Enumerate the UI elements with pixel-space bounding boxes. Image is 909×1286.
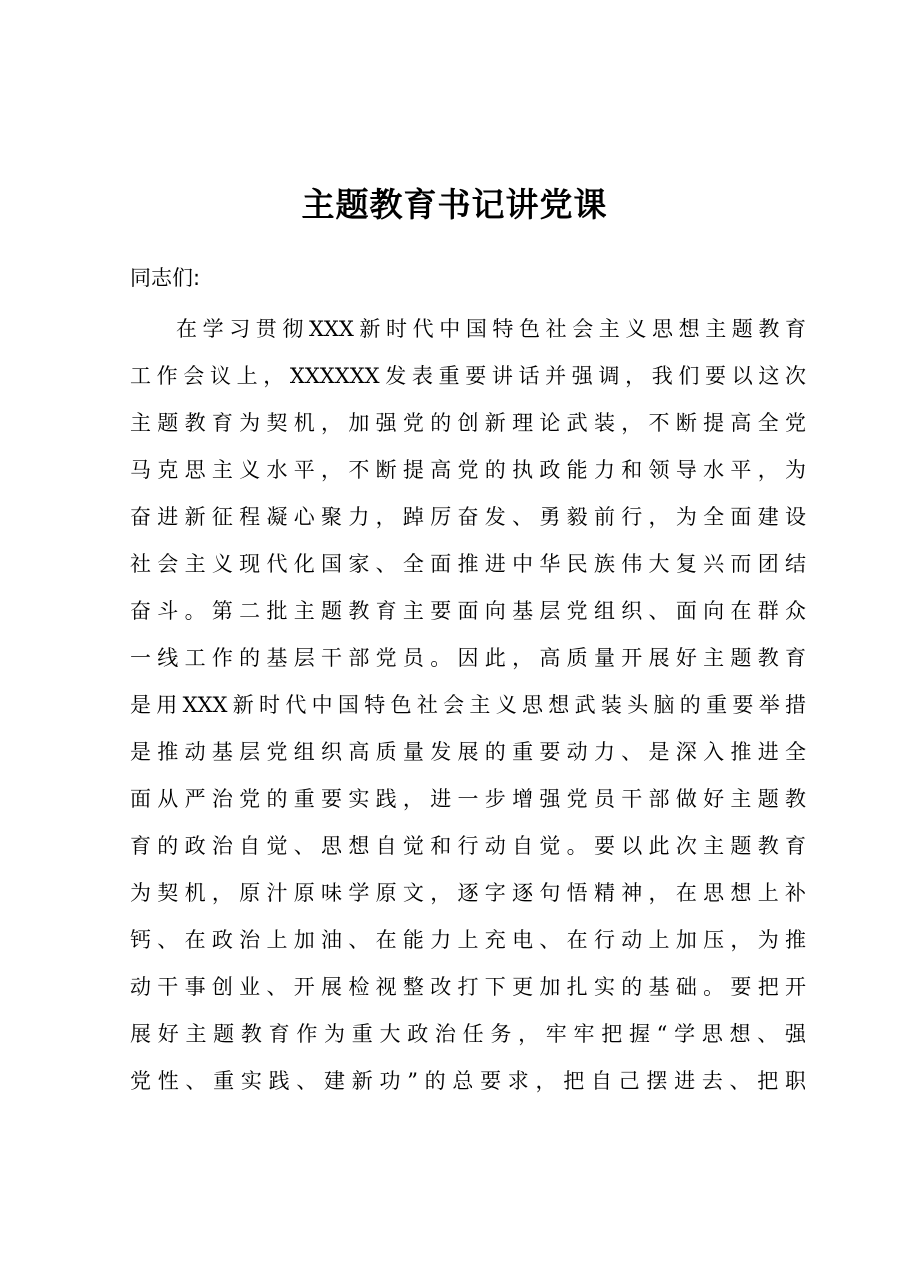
paragraph-line: 一线工作的基层干部党员。因此，高质量开展好主题教育 bbox=[130, 646, 806, 670]
paragraph-line: 育的政治自觉、思想自觉和行动自觉。要以此次主题教育 bbox=[130, 834, 806, 858]
paragraph-line: 展好主题教育作为重大政治任务，牢牢把握“学思想、强 bbox=[130, 1022, 806, 1046]
paragraph-line: 在学习贯彻XXX新时代中国特色社会主义思想主题教育 bbox=[176, 317, 806, 341]
paragraph-line: 钙、在政治上加油、在能力上充电、在行动上加压，为推 bbox=[130, 928, 806, 952]
body-text bbox=[130, 306, 810, 1105]
salutation: 同志们: bbox=[130, 266, 201, 290]
paragraph-line: 面从严治党的重要实践，进一步增强党员干部做好主题教 bbox=[130, 787, 806, 811]
paragraph-line: 工作会议上，XXXXXX发表重要讲话并强调，我们要以这次 bbox=[130, 364, 806, 388]
paragraph-line: 为契机，原汁原味学原文，逐字逐句悟精神，在思想上补 bbox=[130, 881, 806, 905]
paragraph-line: 主题教育为契机，加强党的创新理论武装，不断提高全党 bbox=[130, 411, 806, 435]
paragraph-line: 社会主义现代化国家、全面推进中华民族伟大复兴而团结 bbox=[130, 552, 806, 576]
paragraph-line: 是用XXX新时代中国特色社会主义思想武装头脑的重要举措 bbox=[130, 693, 806, 717]
paragraph-line: 党性、重实践、建新功”的总要求，把自己摆进去、把职 bbox=[130, 1069, 806, 1093]
document-title: 主题教育书记讲党课 bbox=[301, 185, 608, 224]
paragraph-line: 奋斗。第二批主题教育主要面向基层党组织、面向在群众 bbox=[130, 599, 806, 623]
paragraph-line: 马克思主义水平，不断提高党的执政能力和领导水平，为 bbox=[130, 458, 806, 482]
paragraph-line: 动干事创业、开展检视整改打下更加扎实的基础。要把开 bbox=[130, 975, 806, 999]
paragraph-line: 是推动基层党组织高质量发展的重要动力、是深入推进全 bbox=[130, 740, 806, 764]
paragraph-line: 奋进新征程凝心聚力，踔厉奋发、勇毅前行，为全面建设 bbox=[130, 505, 806, 529]
